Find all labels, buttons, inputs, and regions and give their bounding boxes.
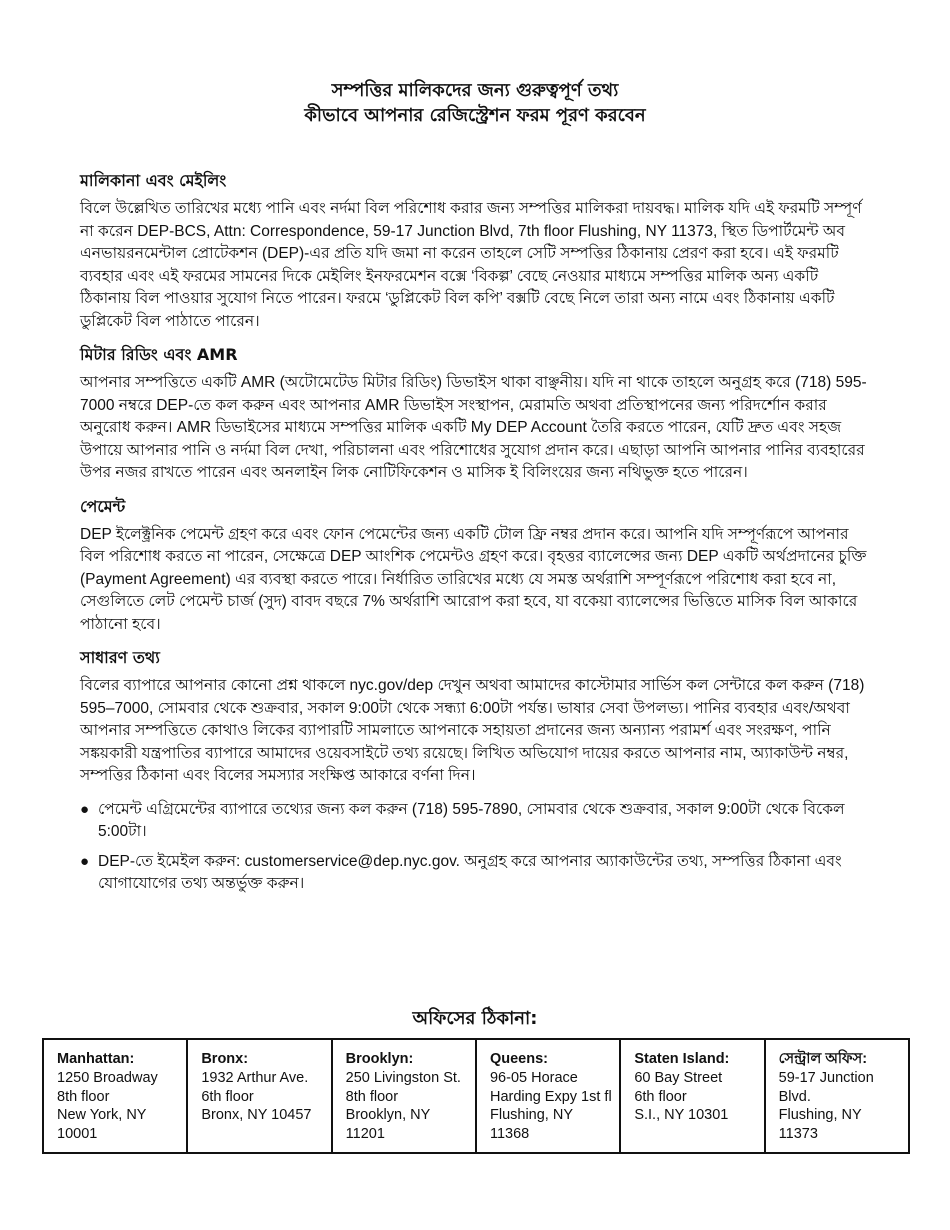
bullet-text: DEP-তে ইমেইল করুন: customerservice@dep.nyc.gov. অনুগ্রহ করে আপনার অ্যাকাউন্টের তথ্য, সম্পত্তির ঠিকানা এবং যোগাযোগের তথ্য অন্তর্ভুক্ত করুন। xyxy=(98,852,842,892)
office-name: Brooklyn: xyxy=(345,1051,414,1067)
bullet-text: পেমেন্ট এগ্রিমেন্টের ব্যাপারে তথ্যের জন্য কল করুন (718) 595-7890, সোমবার থেকে শুক্রবার, সকাল 9:00টা থেকে বিকেল 5:00টা। xyxy=(98,800,845,840)
office-address-line: Blvd. xyxy=(778,1088,811,1105)
section-heading: সাধারণ তথ্য xyxy=(80,648,160,667)
office-address-line: Bronx, NY 10457 xyxy=(201,1107,312,1123)
section-meter-reading-amr xyxy=(80,344,870,485)
office-manhattan xyxy=(44,1040,188,1152)
section-payment xyxy=(80,496,870,637)
office-address-line: 59-17 Junction xyxy=(778,1070,874,1086)
office-address-line: 250 Livingston St. xyxy=(345,1070,461,1086)
section-body: বিলের ব্যাপারে আপনার কোনো প্রশ্ন থাকলে nyc.gov/dep দেখুন অথবা আমাদের কাস্টোমার সার্ভিস কল সেন্টারে কল করুন (718) 595–7000, সোমবার থেকে শুক্রবার, সকাল 9:00টা থেকে সন্ধ্যা 6:00টা পর্যন্ত। ভাষার সেবা উপলভ্য। পানির ব্যবহার এবং/অথবা আপনার সম্পত্তিতে কোথাও লিকের ব্যাপারটি সামলাতে আপনাকে সহায়তা প্রদানের জন্য অন্যান্য পরামর্শ এবং সংরক্ষণ, পানি সঙ্কয়কারী যন্ত্রপাতির ব্যাপারে আমাদের ওয়েবসাইটে তথ্য রয়েছে। লিখিত অভিযোগ দায়ের করতে আপনার নাম, অ্যাকাউন্ট নম্বর, সম্পত্তির ঠিকানা এবং বিলের সমস্যার সংক্ষিপ্ত আকারে বর্ণনা দিন। xyxy=(80,677,865,784)
list-item xyxy=(80,799,870,844)
title-line-1: সম্পত্তির মালিকদের জন্য গুরুত্বপূর্ণ তথ্য xyxy=(331,80,619,101)
section-ownership-mailing xyxy=(80,170,870,333)
office-address-line: 10001 xyxy=(57,1125,98,1142)
offices-table xyxy=(42,1038,910,1154)
office-address-line: Brooklyn, NY xyxy=(345,1107,431,1123)
office-address-line: 60 Bay Street xyxy=(634,1070,723,1086)
office-address-line: Harding Expy 1st fl xyxy=(489,1088,612,1105)
office-address-line: S.I., NY 10301 xyxy=(634,1107,729,1123)
bullet-icon: ● xyxy=(80,852,90,870)
office-address-line: 11373 xyxy=(778,1125,818,1142)
office-address-line: 1250 Broadway xyxy=(57,1070,158,1086)
office-name: সেন্ট্রাল অফিস: xyxy=(778,1051,868,1067)
office-address-line: 96-05 Horace xyxy=(489,1070,578,1086)
section-body: বিলে উল্লেখিত তারিখের মধ্যে পানি এবং নর্দমা বিল পরিশোধ করার জন্য সম্পত্তির মালিকরা দায়বদ্ধ। মালিক যদি এই ফরমটি সম্পূর্ণ না করেন DEP-BCS, Attn: Correspondence, 59-17 Junction Blvd, 7th floor Flushing, NY 11373, স্থিত ডিপার্টমেন্ট অব এনভায়রনমেন্টাল প্রোটেকশন (DEP)-এর প্রতি যদি জমা না করেন তাহলে সেটি সম্পত্তির ঠিকানায় প্রেরণ করা হবে। এই ফরমটি ব্যবহার এবং এই ফরমের সামনের দিকে মেইলিং ইনফরমেশন বক্সে ‘বিকল্প’ বেছে নেওয়ার মাধ্যমে সম্পত্তির মালিক অন্য একটি ঠিকানায় বিল পাওয়ার সুযোগ নিতে পারেন। ফরমে ‘ডুপ্লিকেট বিল কপি’ বক্সটি বেছে নিলে তারা অন্য নামে এবং ঠিকানায় একটি ডুপ্লিকেট বিল পাঠাতে পারেন। xyxy=(80,200,862,330)
office-address-line: New York, NY xyxy=(57,1107,147,1123)
office-staten-island xyxy=(621,1040,765,1152)
bullet-icon: ● xyxy=(80,800,90,818)
document-title xyxy=(0,78,950,128)
office-queens xyxy=(477,1040,621,1152)
section-general-info xyxy=(80,647,870,788)
main-content xyxy=(80,170,870,903)
section-heading: মিটার রিডিং এবং AMR xyxy=(80,345,238,364)
section-body: DEP ইলেক্ট্রনিক পেমেন্ট গ্রহণ করে এবং ফোন পেমেন্টের জন্য একটি টোল ফ্রি নম্বর প্রদান করে। আপনি যদি সম্পূর্ণরূপে আপনার বিল পরিশোধ করতে না পারেন, সেক্ষেত্রে DEP আংশিক পেমেন্টও গ্রহণ করে। বৃহত্তর ব্যালেন্সের জন্য DEP একটি অর্থপ্রদানের চুক্তি (Payment Agreement) এর ব্যবস্থা করতে পারে। নির্ধারিত তারিখের মধ্যে যে সমস্ত অর্থরাশি সম্পূর্ণরূপে পরিশোধ করা হবে না, সেগুলিতে লেট পেমেন্ট চার্জ (সুদ) বাবদ বছরে 7% অর্থরাশি আরোপ করা হবে, যা বকেয়া ব্যালেন্সের ভিত্তিতে মাসিক বিল আকারে পাঠানো হবে। xyxy=(80,525,867,633)
office-address-line: 8th floor xyxy=(345,1088,399,1105)
section-body: আপনার সম্পত্তিতে একটি AMR (অটোমেটেড মিটার রিডিং) ডিভাইস থাকা বাঞ্ছনীয়। যদি না থাকে তাহলে অনুগ্রহ করে (718) 595-7000 নম্বরে DEP-তে কল করুন এবং আপনার AMR ডিভাইস সংস্থাপন, মেরামতি অথবা প্রতিস্থাপনের জন্য পরিদর্শোন করার অনুরোধ করুন। AMR ডিভাইসের মাধ্যমে সম্পত্তির মালিক একটি My DEP Account তৈরি করতে পারেন, যেটি দ্রুত এবং সহজ উপায়ে আপনার পানি ও নর্দমা বিল দেখা, পরিচালনা এবং পরিশোধের সুযোগ প্রদান করে। এছাড়া আপনি আপনার পানির ব্যবহারের উপর নজর রাখতে পারেন এবং অনলাইন লিক নোটিফিকেশন ও মাসিক ই বিলিংয়ের জন্য নথিভুক্ত হতে পারেন। xyxy=(80,374,867,481)
office-address-line: 1932 Arthur Ave. xyxy=(201,1070,309,1086)
office-address-line: 11368 xyxy=(489,1125,530,1142)
office-central xyxy=(766,1040,908,1152)
office-name: Queens: xyxy=(489,1051,548,1067)
office-address-line: Flushing, NY xyxy=(489,1107,573,1123)
office-address-line: Flushing, NY xyxy=(778,1107,862,1123)
office-address-line: 6th floor xyxy=(201,1088,254,1105)
office-name: Bronx: xyxy=(201,1051,249,1067)
list-item xyxy=(80,851,870,896)
office-address-line: 11201 xyxy=(345,1125,385,1142)
offices-heading: অফিসের ঠিকানা: xyxy=(412,1008,538,1029)
office-name: Manhattan: xyxy=(57,1051,135,1067)
office-address-line: 6th floor xyxy=(634,1088,687,1105)
office-bronx xyxy=(188,1040,332,1152)
section-heading: পেমেন্ট xyxy=(80,496,126,516)
office-name: Staten Island: xyxy=(634,1051,730,1067)
title-line-2: কীভাবে আপনার রেজিস্ট্রেশন ফরম পূরণ করবেন xyxy=(304,105,646,126)
office-address-line: 8th floor xyxy=(57,1088,110,1105)
section-heading: মালিকানা এবং মেইলিং xyxy=(80,171,227,190)
contact-bullet-list xyxy=(80,799,870,896)
office-brooklyn xyxy=(333,1040,477,1152)
